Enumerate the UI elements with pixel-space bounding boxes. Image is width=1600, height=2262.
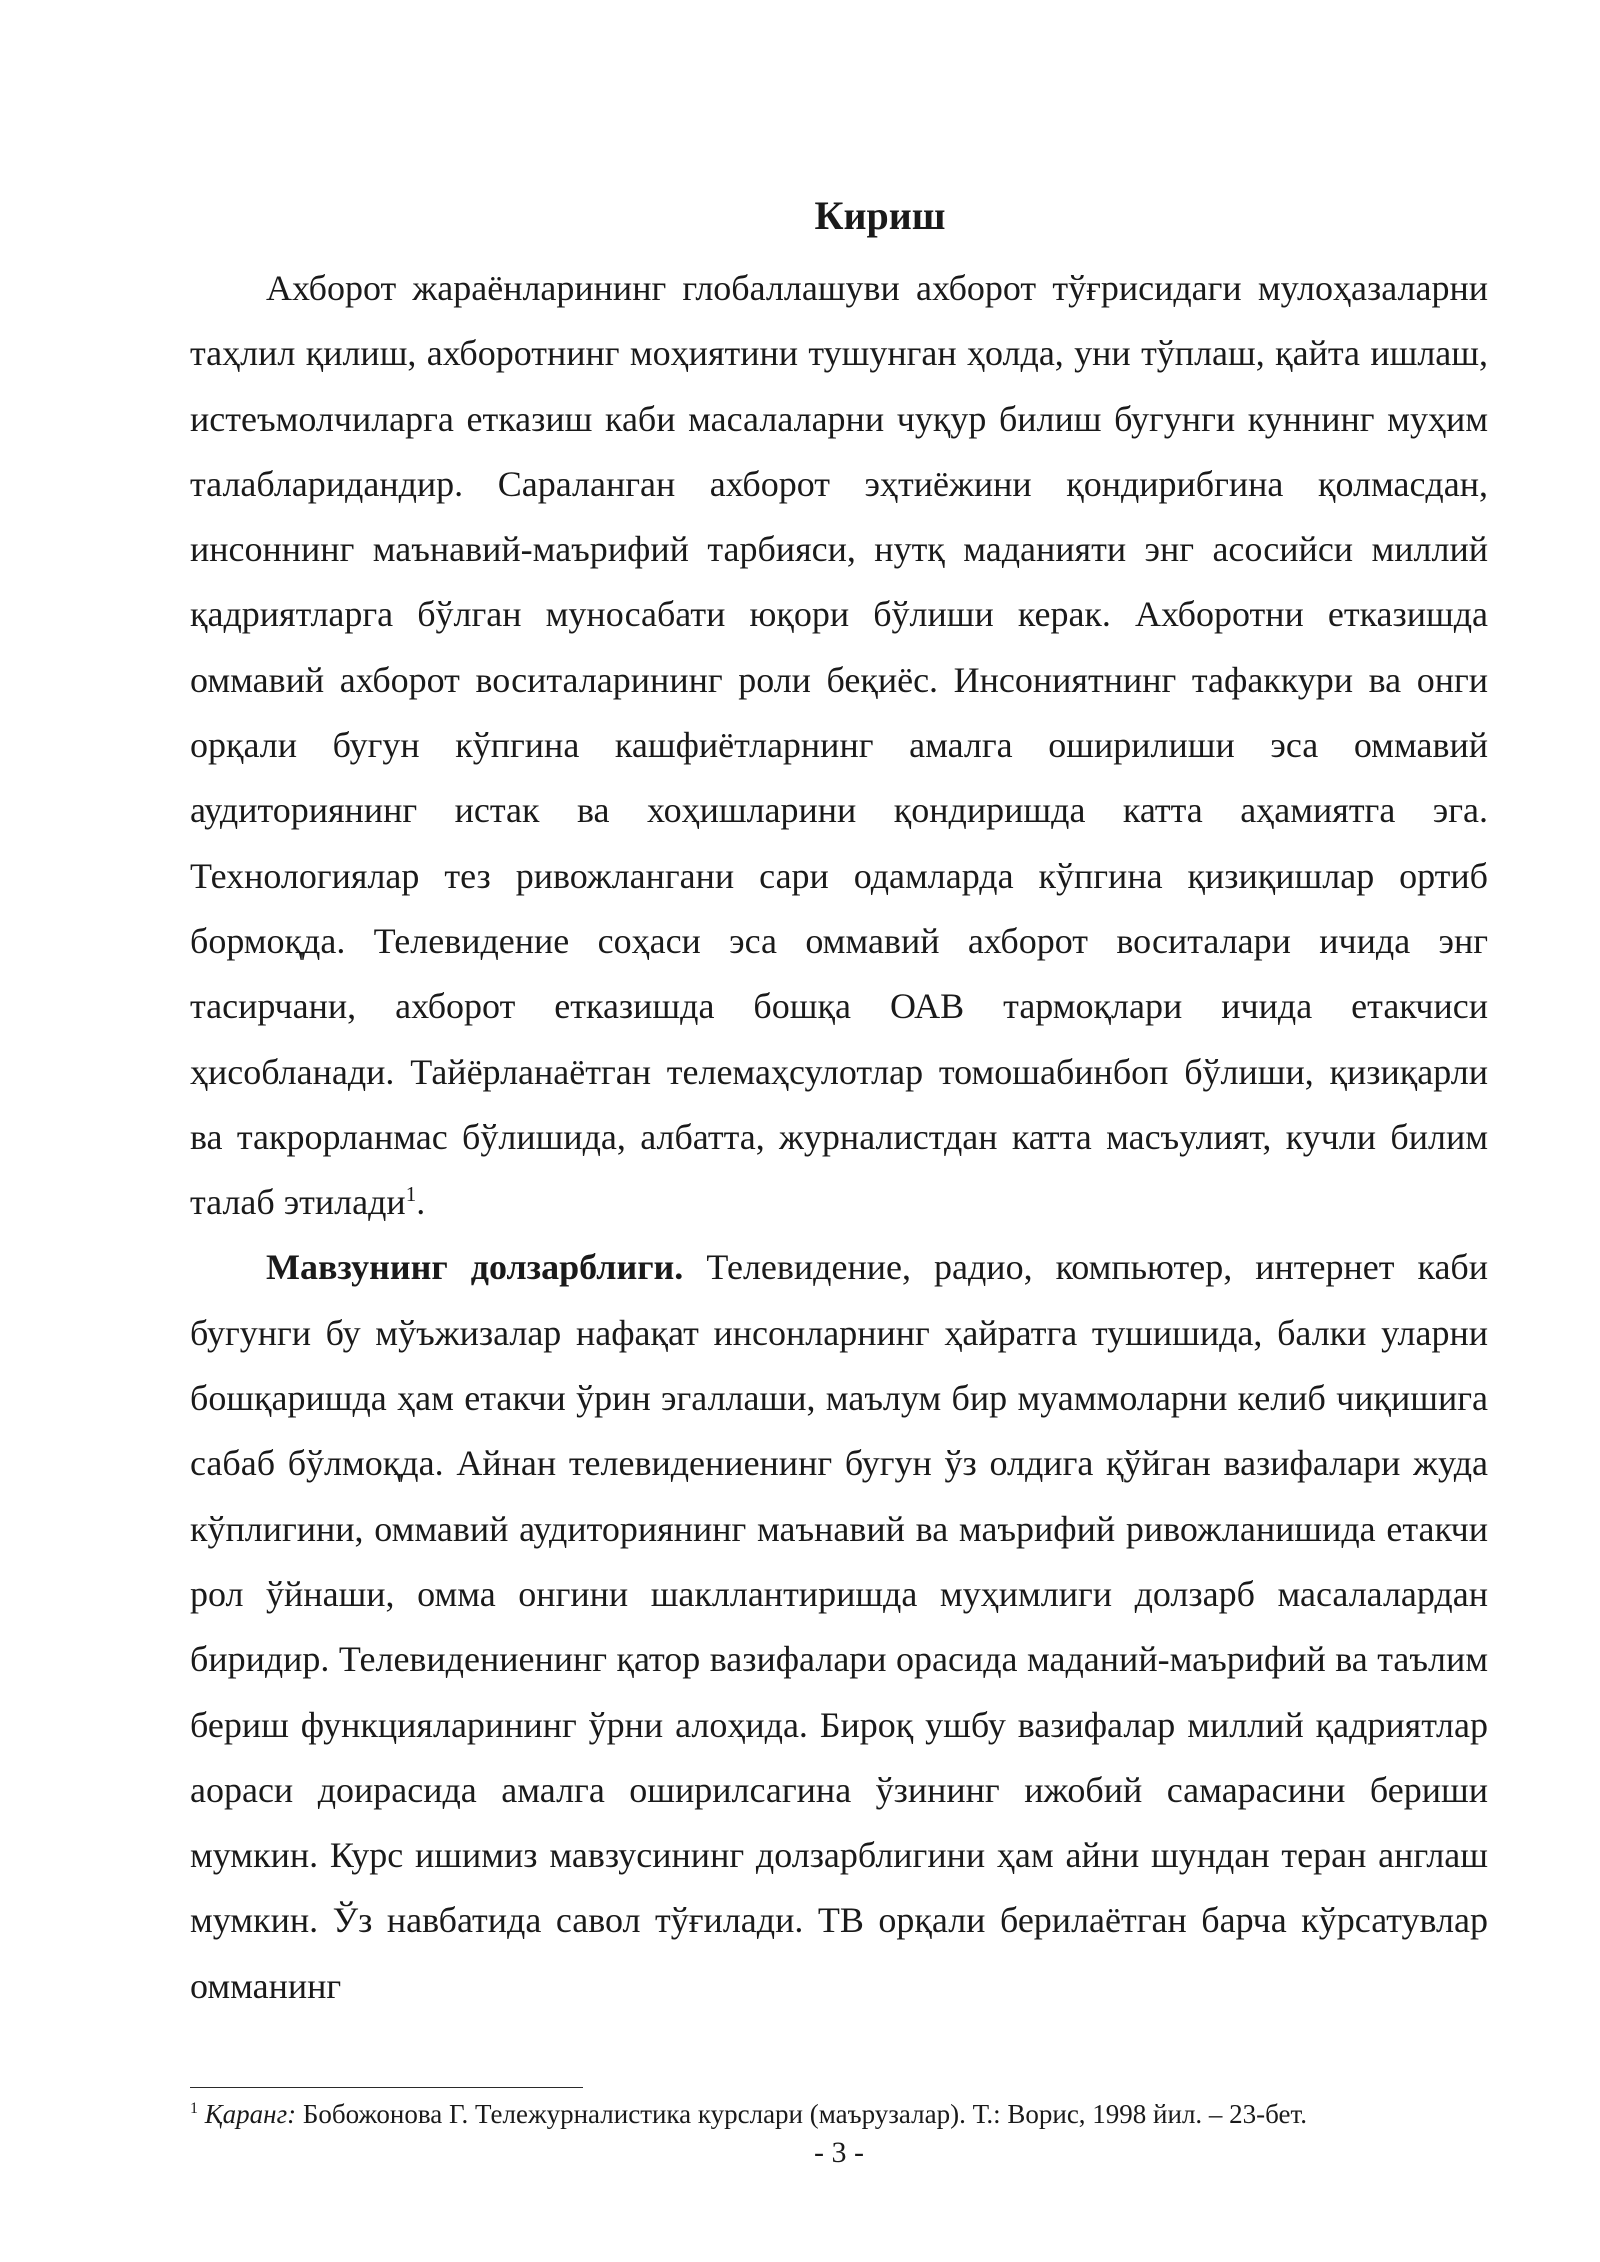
body-text — [190, 256, 1488, 2019]
footnote-divider — [190, 2087, 583, 2088]
paragraph-relevance — [190, 1235, 1488, 2019]
footnote-text: Бобожонова Г. Тележурналистика курслари (маърузалар). Т.: Ворис, 1998 йил. – 23-бет. — [296, 2099, 1308, 2129]
footnote-reference[interactable]: 1 — [405, 1182, 417, 1207]
footnote — [190, 2094, 1490, 2134]
footnote-marker: 1 — [190, 2100, 198, 2117]
section-heading-relevance: Мавзунинг долзарблиги. — [266, 1247, 684, 1288]
paragraph-relevance-text: Телевидение, радио, компьютер, интернет каби бугунги бу мўъжизалар нафақат инсонларнинг ҳайратга тушишида, балки уларни бошқаришда ҳам етакчи ўрин эгаллаши, маълум бир муаммоларни келиб чиқишига сабаб бўлмоқда. Айнан телевидениенинг бугун ўз олдига қўйган вазифалари жуда кўплигини, оммавий аудиториянинг маънавий ва маърифий ривожланишида етакчи рол ўйнаши, омма онгини шакллантиришда муҳимлиги долзарб масалалардан биридир. Телевидениенинг қатор вазифалари орасида маданий-маърифий ва таълим бериш функцияларининг ўрни алоҳида. Бироқ ушбу вазифалар миллий қадриятлар аораси доирасида амалга оширилсагина ўзининг ижобий самарасини бериши мумкин. Курс ишимиз мавзусининг долзарблигини ҳам айни шундан теран англаш мумкин. Ўз навбатида савол тўғилади. ТВ орқали берилаётган барча кўрсатувлар омманинг — [190, 1247, 1489, 2006]
footnote-ref-label: Қаранг: — [204, 2099, 297, 2129]
paragraph-intro-text: Ахборот жараёнларининг глобаллашуви ахборот тўғрисидаги мулоҳазаларни таҳлил қилиш, ахборотнинг моҳиятини тушунган ҳолда, уни тўплаш, қайта ишлаш, истеъмолчиларга етказиш каби масалаларни чуқур билиш бугунги куннинг муҳим талабларидандир. Сараланган ахборот эҳтиёжини қондирибгина қолмасдан, инсоннинг маънавий-маърифий тарбияси, нутқ маданияти энг асосийси миллий қадриятларга бўлган муносабати юқори бўлиши керак. Ахборотни етказишда оммавий ахборот воситаларининг роли беқиёс. Инсониятнинг тафаккури ва онги орқали бугун кўпгина кашфиётларнинг амалга оширилиши эса оммавий аудиториянинг истак ва хоҳишларини қондиришда катта аҳамиятга эга. Технологиялар тез ривожлангани сари одамларда кўпгина қизиқишлар ортиб бормоқда. Телевидение соҳаси эса оммавий ахборот воситалари ичида энг тасирчани, ахборот етказишда бошқа ОАВ тармоқлари ичида етакчиси ҳисобланади. Тайёрланаётган телемаҳсулотлар томошабинбоп бўлиши, қизиқарли ва такрорланмас бўлишида, албатта, журналистдан катта масъулият, кучли билим талаб этилади — [190, 268, 1488, 1223]
page-title: Кириш — [814, 193, 946, 238]
page-number: - 3 - — [814, 2136, 864, 2169]
paragraph-intro-tail: . — [416, 1182, 426, 1223]
paragraph-intro — [190, 256, 1488, 1235]
